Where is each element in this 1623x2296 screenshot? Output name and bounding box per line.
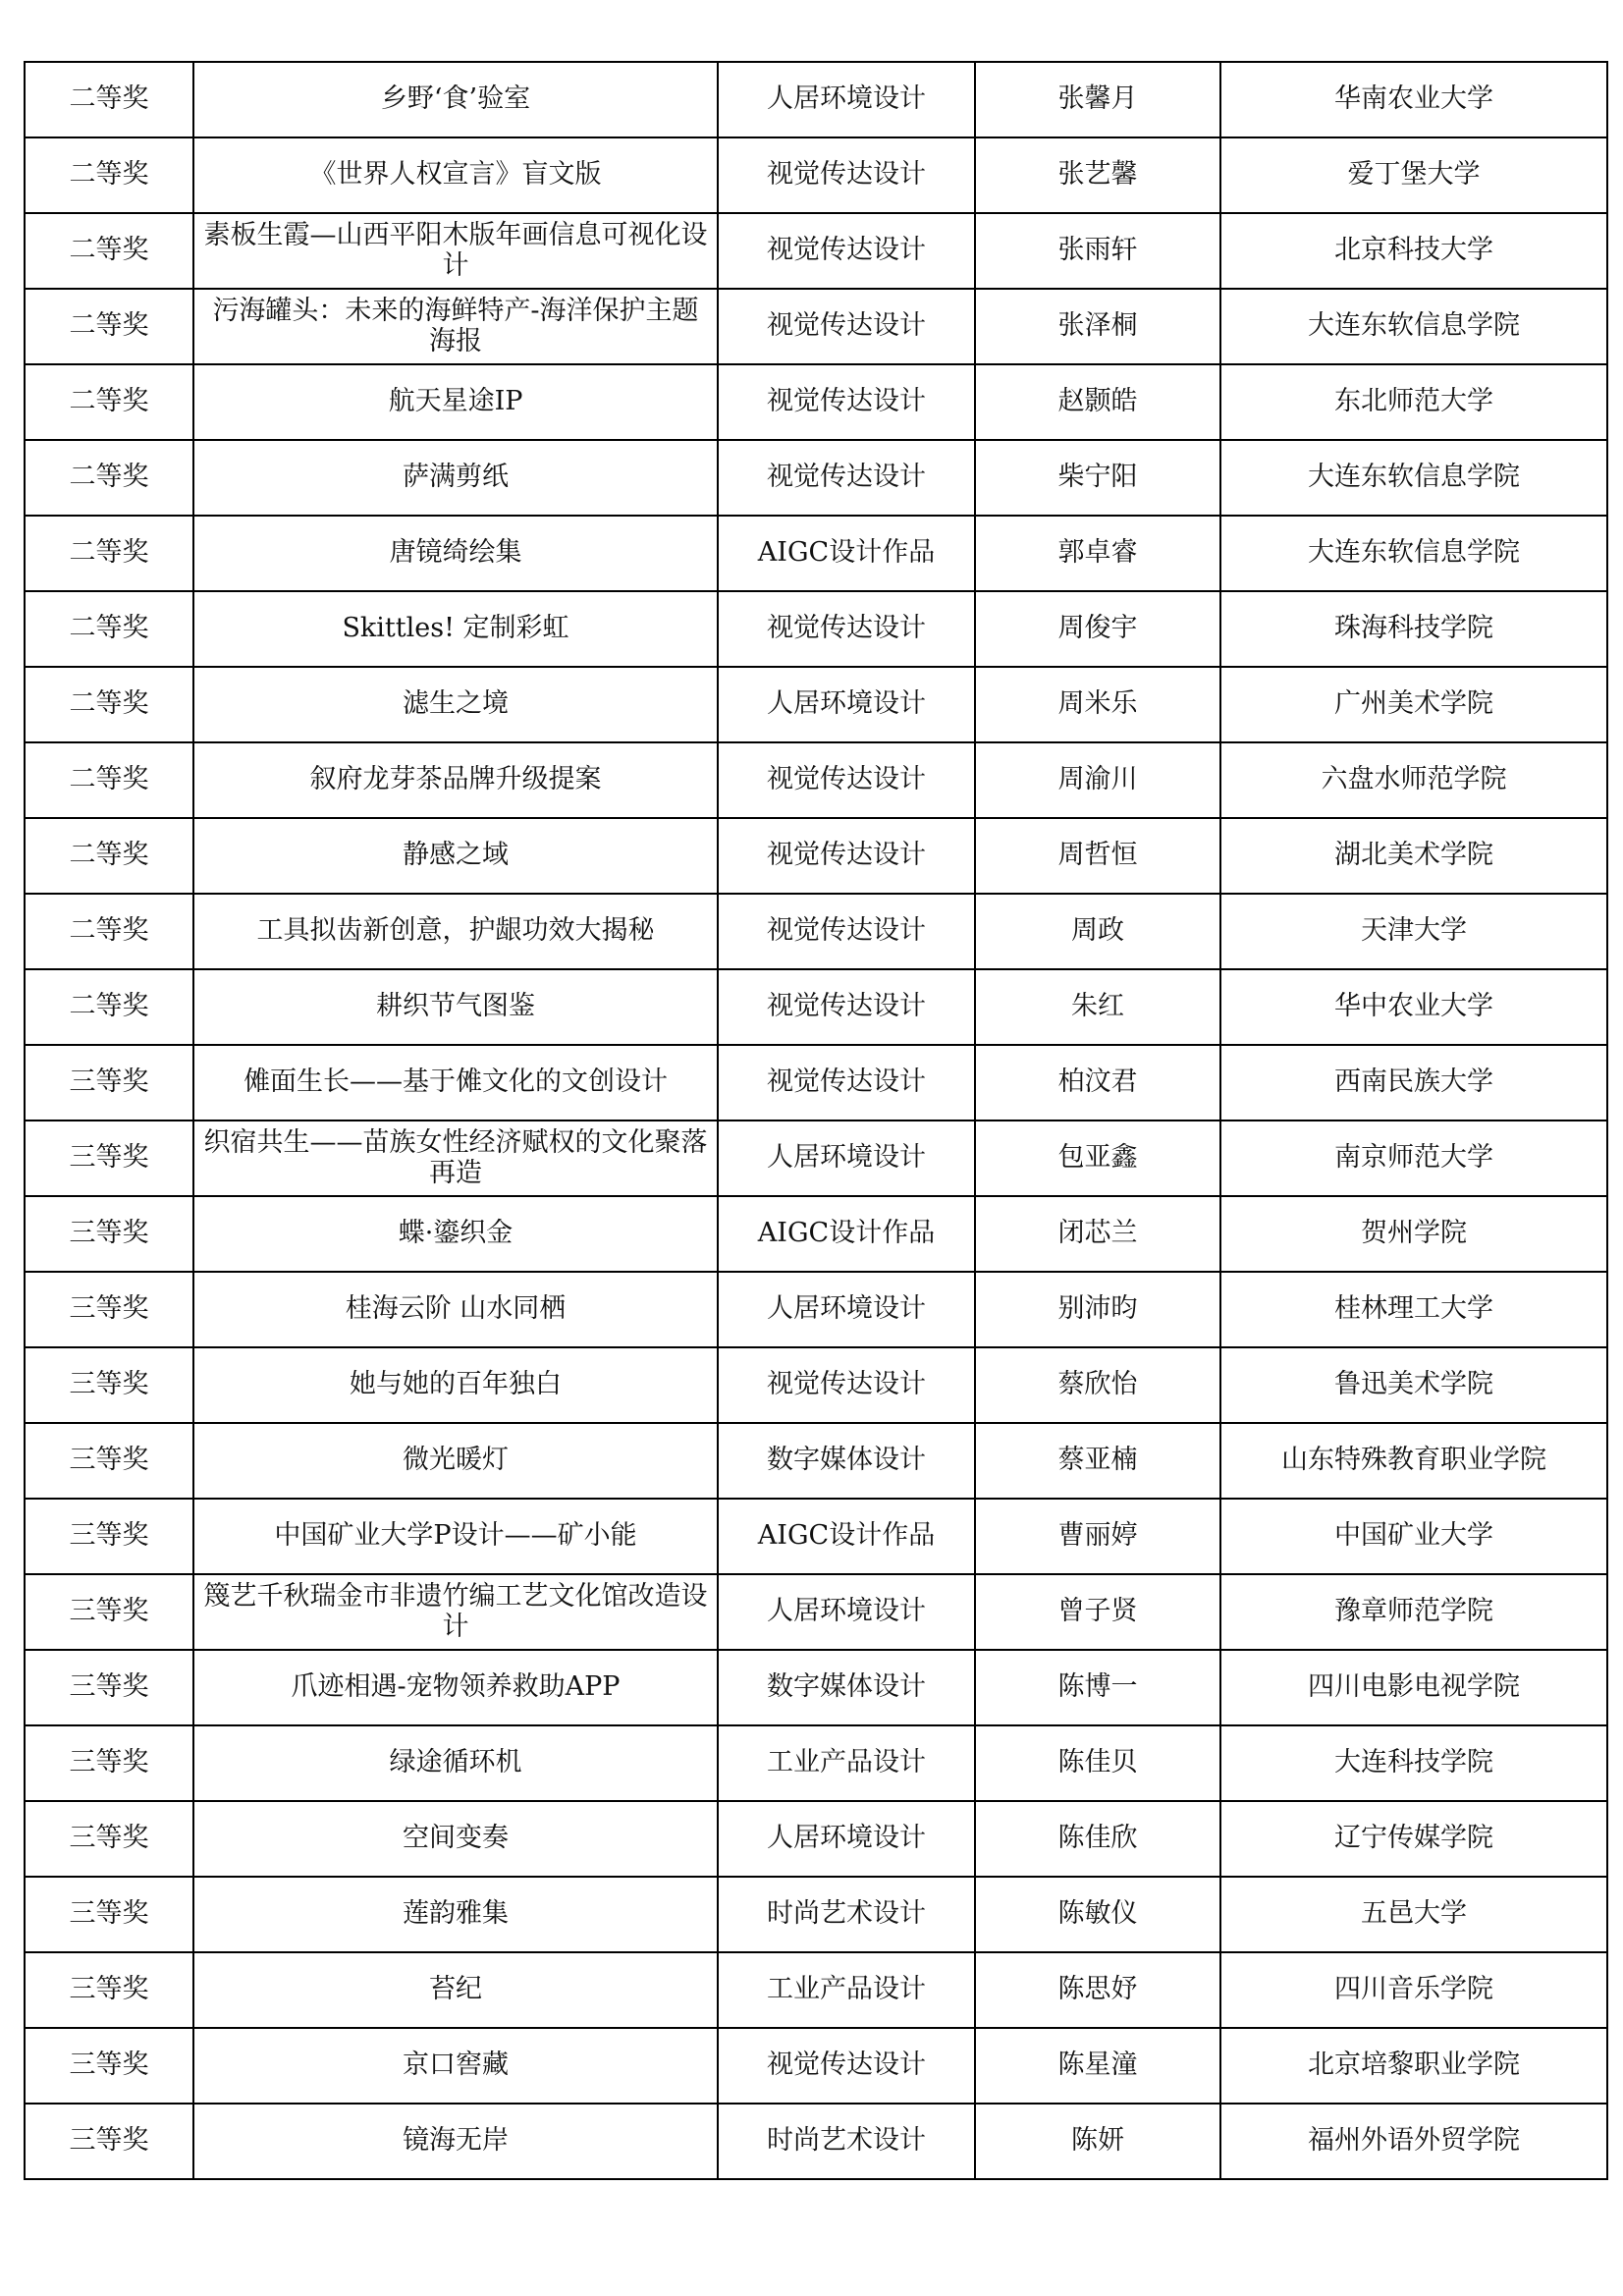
category-cell: 视觉传达设计 (718, 818, 975, 894)
author-cell: 张泽桐 (975, 289, 1220, 364)
work-title-cell: 蝶·鎏织金 (193, 1196, 718, 1272)
table-row (25, 1196, 1607, 1272)
work-title-cell: 微光暖灯 (193, 1423, 718, 1499)
award-level-cell: 二等奖 (25, 62, 193, 137)
award-level-cell: 三等奖 (25, 1272, 193, 1347)
author-cell: 赵颢皓 (975, 364, 1220, 440)
school-cell: 大连东软信息学院 (1220, 516, 1607, 591)
work-title-cell: 中国矿业大学P设计——矿小能 (193, 1499, 718, 1574)
school-cell: 山东特殊教育职业学院 (1220, 1423, 1607, 1499)
category-cell: 时尚艺术设计 (718, 2104, 975, 2179)
award-table-body (25, 62, 1607, 2179)
category-cell: 视觉传达设计 (718, 440, 975, 516)
award-level-cell: 三等奖 (25, 2028, 193, 2104)
category-cell: 时尚艺术设计 (718, 1877, 975, 1952)
award-level-cell: 二等奖 (25, 969, 193, 1045)
author-cell: 周渝川 (975, 742, 1220, 818)
school-cell: 四川电影电视学院 (1220, 1650, 1607, 1725)
table-row (25, 213, 1607, 289)
category-cell: 人居环境设计 (718, 62, 975, 137)
award-level-cell: 二等奖 (25, 516, 193, 591)
author-cell: 陈星潼 (975, 2028, 1220, 2104)
school-cell: 福州外语外贸学院 (1220, 2104, 1607, 2179)
table-row (25, 1499, 1607, 1574)
work-title-cell: 乡野‘食’验室 (193, 62, 718, 137)
work-title-cell: 篾艺千秋瑞金市非遗竹编工艺文化馆改造设计 (193, 1574, 718, 1650)
category-cell: 数字媒体设计 (718, 1650, 975, 1725)
award-level-cell: 三等奖 (25, 1877, 193, 1952)
award-level-cell: 三等奖 (25, 1650, 193, 1725)
award-level-cell: 三等奖 (25, 1952, 193, 2028)
award-level-cell: 二等奖 (25, 591, 193, 667)
table-row (25, 62, 1607, 137)
table-row (25, 894, 1607, 969)
table-row (25, 2104, 1607, 2179)
work-title-cell: 素板生霞—山西平阳木版年画信息可视化设计 (193, 213, 718, 289)
category-cell: 视觉传达设计 (718, 364, 975, 440)
work-title-cell: 萨满剪纸 (193, 440, 718, 516)
work-title-cell: 《世界人权宣言》盲文版 (193, 137, 718, 213)
school-cell: 北京科技大学 (1220, 213, 1607, 289)
category-cell: 人居环境设计 (718, 1801, 975, 1877)
work-title-cell: 唐镜绮绘集 (193, 516, 718, 591)
school-cell: 西南民族大学 (1220, 1045, 1607, 1121)
category-cell: 人居环境设计 (718, 1121, 975, 1196)
school-cell: 五邑大学 (1220, 1877, 1607, 1952)
school-cell: 华南农业大学 (1220, 62, 1607, 137)
category-cell: 工业产品设计 (718, 1952, 975, 2028)
category-cell: 视觉传达设计 (718, 969, 975, 1045)
author-cell: 张艺馨 (975, 137, 1220, 213)
work-title-cell: 叙府龙芽茶品牌升级提案 (193, 742, 718, 818)
table-row (25, 818, 1607, 894)
school-cell: 华中农业大学 (1220, 969, 1607, 1045)
category-cell: AIGC设计作品 (718, 516, 975, 591)
table-row (25, 1121, 1607, 1196)
work-title-cell: 桂海云阶 山水同栖 (193, 1272, 718, 1347)
author-cell: 陈佳贝 (975, 1725, 1220, 1801)
school-cell: 贺州学院 (1220, 1196, 1607, 1272)
author-cell: 闭芯兰 (975, 1196, 1220, 1272)
work-title-cell: 苔纪 (193, 1952, 718, 2028)
school-cell: 六盘水师范学院 (1220, 742, 1607, 818)
category-cell: AIGC设计作品 (718, 1196, 975, 1272)
school-cell: 广州美术学院 (1220, 667, 1607, 742)
table-row (25, 137, 1607, 213)
table-row (25, 969, 1607, 1045)
work-title-cell: 工具拟齿新创意，护龈功效大揭秘 (193, 894, 718, 969)
work-title-cell: 京口窖藏 (193, 2028, 718, 2104)
category-cell: 人居环境设计 (718, 1574, 975, 1650)
author-cell: 包亚鑫 (975, 1121, 1220, 1196)
school-cell: 桂林理工大学 (1220, 1272, 1607, 1347)
table-row (25, 1725, 1607, 1801)
author-cell: 柏汶君 (975, 1045, 1220, 1121)
work-title-cell: 滤生之境 (193, 667, 718, 742)
table-row (25, 440, 1607, 516)
school-cell: 大连东软信息学院 (1220, 440, 1607, 516)
award-level-cell: 二等奖 (25, 742, 193, 818)
school-cell: 北京培黎职业学院 (1220, 2028, 1607, 2104)
award-level-cell: 三等奖 (25, 2104, 193, 2179)
category-cell: 视觉传达设计 (718, 1347, 975, 1423)
school-cell: 湖北美术学院 (1220, 818, 1607, 894)
category-cell: 视觉传达设计 (718, 894, 975, 969)
award-level-cell: 三等奖 (25, 1121, 193, 1196)
award-level-cell: 三等奖 (25, 1574, 193, 1650)
work-title-cell: 耕织节气图鉴 (193, 969, 718, 1045)
category-cell: 人居环境设计 (718, 1272, 975, 1347)
school-cell: 东北师范大学 (1220, 364, 1607, 440)
category-cell: 视觉传达设计 (718, 1045, 975, 1121)
author-cell: 曾子贤 (975, 1574, 1220, 1650)
category-cell: 工业产品设计 (718, 1725, 975, 1801)
author-cell: 陈思妤 (975, 1952, 1220, 2028)
table-row (25, 1272, 1607, 1347)
award-level-cell: 二等奖 (25, 894, 193, 969)
table-row (25, 1801, 1607, 1877)
category-cell: 数字媒体设计 (718, 1423, 975, 1499)
school-cell: 珠海科技学院 (1220, 591, 1607, 667)
school-cell: 辽宁传媒学院 (1220, 1801, 1607, 1877)
author-cell: 蔡欣怡 (975, 1347, 1220, 1423)
award-level-cell: 二等奖 (25, 213, 193, 289)
school-cell: 天津大学 (1220, 894, 1607, 969)
award-list-page (24, 61, 1606, 2180)
work-title-cell: 镜海无岸 (193, 2104, 718, 2179)
author-cell: 周俊宇 (975, 591, 1220, 667)
school-cell: 大连科技学院 (1220, 1725, 1607, 1801)
school-cell: 中国矿业大学 (1220, 1499, 1607, 1574)
category-cell: 人居环境设计 (718, 667, 975, 742)
author-cell: 曹丽婷 (975, 1499, 1220, 1574)
award-level-cell: 三等奖 (25, 1196, 193, 1272)
category-cell: 视觉传达设计 (718, 213, 975, 289)
award-level-cell: 三等奖 (25, 1045, 193, 1121)
author-cell: 张馨月 (975, 62, 1220, 137)
work-title-cell: 傩面生长——基于傩文化的文创设计 (193, 1045, 718, 1121)
table-row (25, 667, 1607, 742)
work-title-cell: 织宿共生——苗族女性经济赋权的文化聚落再造 (193, 1121, 718, 1196)
table-row (25, 742, 1607, 818)
table-row (25, 1045, 1607, 1121)
author-cell: 陈佳欣 (975, 1801, 1220, 1877)
category-cell: AIGC设计作品 (718, 1499, 975, 1574)
author-cell: 周哲恒 (975, 818, 1220, 894)
award-level-cell: 二等奖 (25, 667, 193, 742)
school-cell: 豫章师范学院 (1220, 1574, 1607, 1650)
author-cell: 陈敏仪 (975, 1877, 1220, 1952)
table-row (25, 1574, 1607, 1650)
table-row (25, 364, 1607, 440)
school-cell: 四川音乐学院 (1220, 1952, 1607, 2028)
category-cell: 视觉传达设计 (718, 289, 975, 364)
award-level-cell: 二等奖 (25, 364, 193, 440)
work-title-cell: 静感之域 (193, 818, 718, 894)
table-row (25, 289, 1607, 364)
table-row (25, 516, 1607, 591)
award-level-cell: 三等奖 (25, 1801, 193, 1877)
school-cell: 爱丁堡大学 (1220, 137, 1607, 213)
award-level-cell: 二等奖 (25, 289, 193, 364)
award-level-cell: 三等奖 (25, 1347, 193, 1423)
award-table (24, 61, 1608, 2180)
work-title-cell: 绿途循环机 (193, 1725, 718, 1801)
work-title-cell: 污海罐头：未来的海鲜特产-海洋保护主题海报 (193, 289, 718, 364)
work-title-cell: 航天星途IP (193, 364, 718, 440)
table-row (25, 2028, 1607, 2104)
table-row (25, 1952, 1607, 2028)
school-cell: 鲁迅美术学院 (1220, 1347, 1607, 1423)
author-cell: 蔡亚楠 (975, 1423, 1220, 1499)
author-cell: 陈博一 (975, 1650, 1220, 1725)
category-cell: 视觉传达设计 (718, 137, 975, 213)
work-title-cell: 莲韵雅集 (193, 1877, 718, 1952)
school-cell: 大连东软信息学院 (1220, 289, 1607, 364)
award-level-cell: 二等奖 (25, 440, 193, 516)
table-row (25, 1423, 1607, 1499)
award-level-cell: 二等奖 (25, 818, 193, 894)
work-title-cell: 爪迹相遇-宠物领养救助APP (193, 1650, 718, 1725)
award-level-cell: 三等奖 (25, 1725, 193, 1801)
author-cell: 张雨轩 (975, 213, 1220, 289)
award-level-cell: 二等奖 (25, 137, 193, 213)
author-cell: 陈妍 (975, 2104, 1220, 2179)
table-row (25, 1650, 1607, 1725)
category-cell: 视觉传达设计 (718, 591, 975, 667)
author-cell: 周政 (975, 894, 1220, 969)
award-level-cell: 三等奖 (25, 1423, 193, 1499)
author-cell: 朱红 (975, 969, 1220, 1045)
category-cell: 视觉传达设计 (718, 742, 975, 818)
work-title-cell: Skittles! 定制彩虹 (193, 591, 718, 667)
author-cell: 周米乐 (975, 667, 1220, 742)
author-cell: 郭卓睿 (975, 516, 1220, 591)
author-cell: 柴宁阳 (975, 440, 1220, 516)
table-row (25, 1877, 1607, 1952)
work-title-cell: 空间变奏 (193, 1801, 718, 1877)
work-title-cell: 她与她的百年独白 (193, 1347, 718, 1423)
award-level-cell: 三等奖 (25, 1499, 193, 1574)
table-row (25, 1347, 1607, 1423)
school-cell: 南京师范大学 (1220, 1121, 1607, 1196)
table-row (25, 591, 1607, 667)
author-cell: 别沛昀 (975, 1272, 1220, 1347)
category-cell: 视觉传达设计 (718, 2028, 975, 2104)
